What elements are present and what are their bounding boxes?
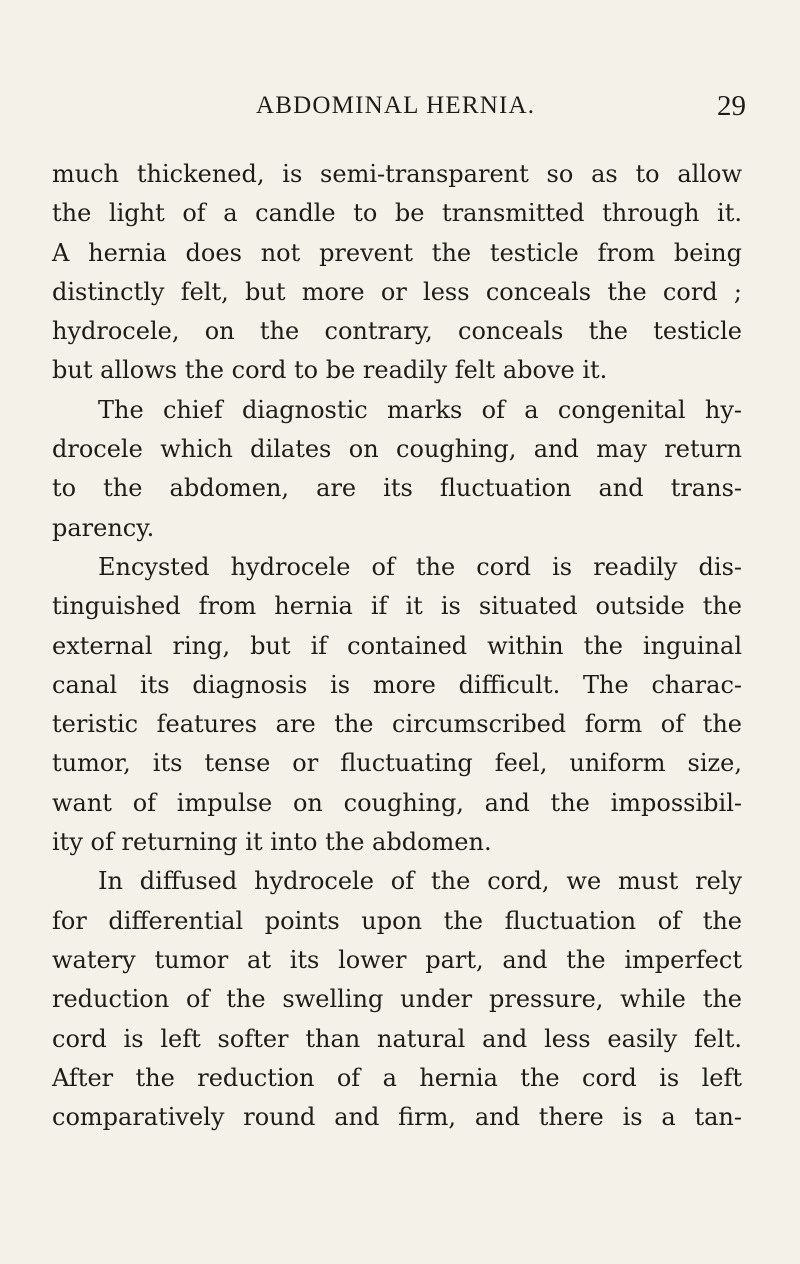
text-line: drocele which dilates on coughing, and may return xyxy=(52,435,742,464)
text-line: parency. xyxy=(52,513,155,542)
text-line: ity of returning it into the abdomen. xyxy=(52,828,492,857)
text-line: The chief diagnostic marks of a congenital hy- xyxy=(98,395,742,424)
body-text xyxy=(52,155,742,1137)
page-header xyxy=(256,88,746,124)
text-line: external ring, but if contained within the inguinal xyxy=(52,631,742,660)
text-line: much thickened, is semi-transparent so as to allow xyxy=(52,160,742,188)
text-line: the light of a candle to be transmitted through it. xyxy=(52,199,742,228)
text-line: reduction of the swelling under pressure, while the xyxy=(52,985,742,1014)
text-line: A hernia does not prevent the testicle from being xyxy=(52,238,742,267)
text-line: canal its diagnosis is more difficult. The charac- xyxy=(52,670,742,699)
text-line: tumor, its tense or fluctuating feel, uniform size, xyxy=(52,749,742,778)
text-line: want of impulse on coughing, and the impossibil- xyxy=(52,788,742,817)
page-number: 29 xyxy=(717,90,746,122)
text-line: In diffused hydrocele of the cord, we must rely xyxy=(98,867,742,896)
text-line: for differential points upon the fluctuation of the xyxy=(52,906,742,935)
text-line: tinguished from hernia if it is situated outside the xyxy=(52,592,742,621)
text-line: but allows the cord to be readily felt above it. xyxy=(52,356,608,385)
running-title: ABDOMINAL HERNIA. xyxy=(256,92,536,119)
text-line: distinctly felt, but more or less conceals the cord ; xyxy=(52,277,742,306)
text-line: comparatively round and firm, and there is a tan- xyxy=(52,1103,742,1132)
text-line: Encysted hydrocele of the cord is readily dis- xyxy=(98,552,742,581)
text-line: watery tumor at its lower part, and the imperfect xyxy=(52,945,742,974)
text-line: After the reduction of a hernia the cord is left xyxy=(52,1063,742,1092)
text-line: hydrocele, on the contrary, conceals the testicle xyxy=(52,317,742,346)
text-line: cord is left softer than natural and less easily felt. xyxy=(52,1024,742,1053)
text-line: to the abdomen, are its fluctuation and trans- xyxy=(52,474,742,503)
text-line: teristic features are the circumscribed form of the xyxy=(52,710,742,739)
